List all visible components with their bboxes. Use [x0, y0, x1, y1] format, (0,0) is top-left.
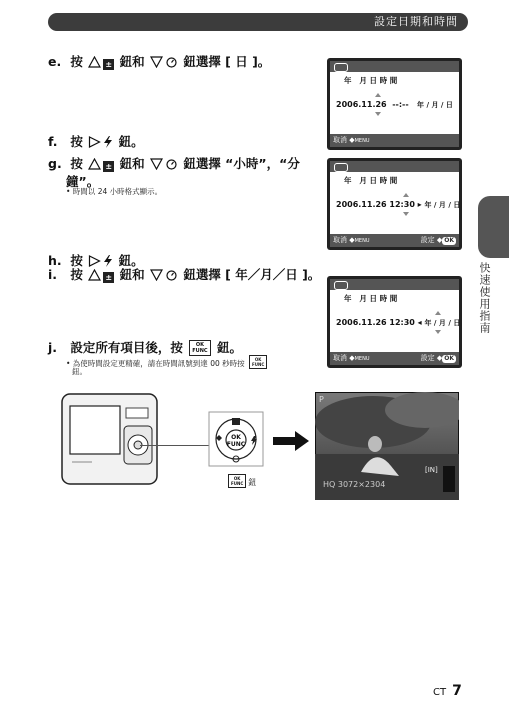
step-text: 鈕選擇 [ 年／月／日 ]。 [183, 267, 321, 282]
down-triangle-icon [150, 158, 163, 170]
screen-top-bar [330, 279, 459, 290]
step-e [48, 53, 270, 70]
step-i [48, 266, 320, 283]
exposure-comp-icon: ± [103, 272, 114, 283]
photo-mode-label: P [319, 395, 324, 404]
self-timer-icon [165, 269, 178, 281]
step-label: g. [48, 156, 62, 171]
step-g [48, 155, 300, 172]
step-g-cont: 鐘”。 [66, 174, 100, 189]
photo-memory-label: [IN] [425, 466, 438, 474]
screen-header: 年 月 日 時 間 [344, 176, 398, 185]
right-triangle-icon [88, 136, 101, 148]
ok-func-icon [189, 340, 210, 356]
screen-header: 年 月 日 時 間 [344, 76, 398, 85]
flash-icon [103, 136, 113, 148]
down-arrow-icon [435, 330, 441, 334]
callout-line [140, 445, 212, 446]
screen-values: 2006.11.26 12:30 ◂ 年 / 月 / 日 [336, 318, 461, 327]
step-label: f. [48, 134, 58, 149]
screen-footer: 取消 ◆MENU [330, 134, 459, 147]
lcd-screen-3 [327, 276, 462, 368]
step-j-note-cont: 鈕。 [72, 367, 87, 376]
step-label: i. [48, 267, 58, 282]
step-j-note [66, 355, 269, 369]
ok-func-icon [249, 355, 267, 369]
ok-icon-bottom: FUNC [192, 348, 208, 354]
step-label: h. [48, 253, 62, 268]
ok-icon-top: OK [254, 357, 262, 362]
exposure-comp-icon: ± [103, 59, 114, 70]
pad-caption: OK FUNC 鈕 [226, 474, 256, 488]
pad-ok-label: OK FUNC [226, 434, 246, 448]
exposure-comp-icon: ± [103, 161, 114, 172]
step-f [48, 133, 144, 150]
down-triangle-icon [150, 56, 163, 68]
right-arrow-icon [273, 431, 309, 451]
self-timer-icon [165, 56, 178, 68]
up-arrow-icon [435, 311, 441, 315]
side-tab [478, 196, 509, 258]
ok-icon-bottom: FUNC [252, 362, 265, 367]
step-text: 鈕。 [118, 253, 144, 268]
ok-icon-top: OK [195, 342, 204, 348]
side-tab-text: 快速使用指南 [478, 262, 491, 334]
step-label: e. [48, 54, 62, 69]
self-timer-icon [165, 158, 178, 170]
page-number: CT 7 [433, 683, 462, 699]
camera-icon [334, 63, 348, 72]
screen-footer: 取消 ◆MENU 設定 ◆ OK [330, 234, 459, 247]
screen-footer: 取消 ◆MENU 設定 ◆ OK [330, 352, 459, 365]
down-triangle-icon [150, 269, 163, 281]
step-text: 鈕。 [118, 134, 144, 149]
up-triangle-icon [88, 269, 101, 281]
screen-top-bar [330, 161, 459, 172]
camera-back-illustration [60, 392, 160, 488]
step-label: j. [48, 340, 58, 355]
step-text: 鈕和 [119, 54, 145, 69]
step-text: 鈕和 [119, 156, 145, 171]
screen-values: 2006.11.26 --:-- 年 / 月 / 日 [336, 100, 453, 109]
up-arrow-icon [375, 93, 381, 97]
step-j [48, 339, 242, 356]
step-text: 按 [70, 267, 83, 282]
down-arrow-icon [403, 212, 409, 216]
screen-values: 2006.11.26 12:30 ▸ 年 / 月 / 日 [336, 200, 461, 209]
step-text: 鈕。 [216, 340, 242, 355]
down-arrow-icon [375, 112, 381, 116]
lcd-screen-1 [327, 58, 462, 150]
step-text: 鈕和 [119, 267, 145, 282]
step-text: 按 [70, 156, 83, 171]
camera-icon [334, 163, 348, 172]
note-text: • 為使時間設定更精確，請在時間訊號到達 00 秒時按 [66, 359, 245, 368]
step-text: 設定所有項目後，按 [70, 340, 183, 355]
step-text: 按 [70, 54, 83, 69]
step-text: 鈕選擇 “小時”，“分 [183, 156, 300, 171]
up-arrow-icon [403, 193, 409, 197]
step-text: 按 [70, 134, 83, 149]
screen-header: 年 月 日 時 間 [344, 294, 398, 303]
step-text: 鈕選擇 [ 日 ]。 [183, 54, 271, 69]
up-triangle-icon [88, 56, 101, 68]
photo-info-label: HQ 3072×2304 [323, 480, 386, 489]
step-text: 按 [70, 253, 83, 268]
screen-top-bar [330, 61, 459, 72]
page-title: 設定日期和時間 [374, 15, 458, 28]
step-g-note: • 時間以 24 小時格式顯示。 [66, 187, 163, 196]
up-triangle-icon [88, 158, 101, 170]
lcd-screen-2 [327, 158, 462, 250]
camera-icon [334, 281, 348, 290]
